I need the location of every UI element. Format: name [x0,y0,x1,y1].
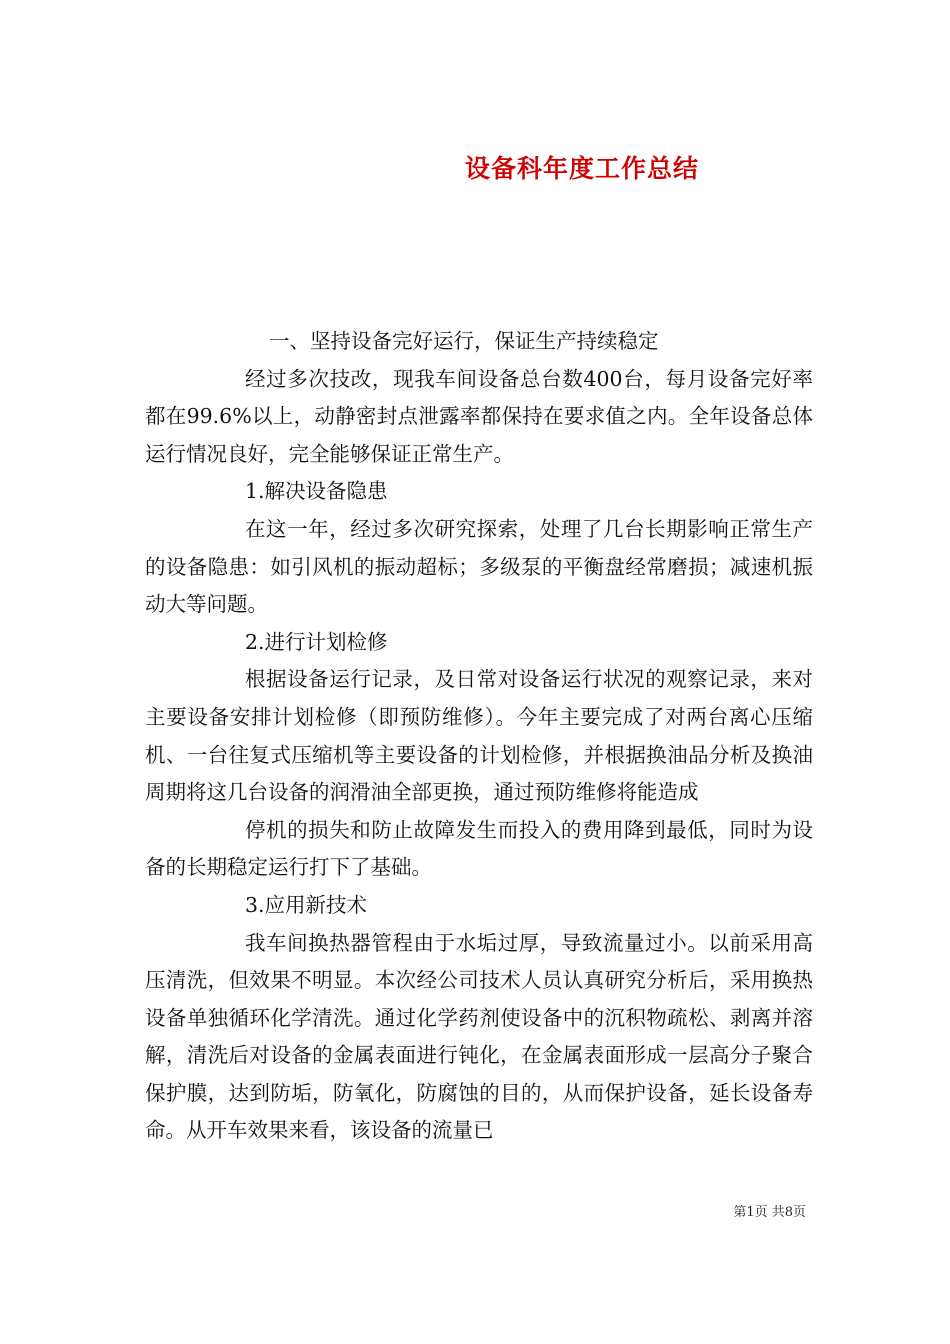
page-number: 第1页 共8页 [733,1205,806,1220]
item-paragraph-2a: 根据设备运行记录，及日常对设备运行状况的观察记录，来对主要设备安排计划检修（即预防维修）。今年主要完成了对两台离心压缩机、一台往复式压缩机等主要设备的计划检修，并根据换油品分析及换油周期将这几台设备的润滑油全部更换，通过预防维修将能造成 [145,667,813,805]
section-heading-1: 一、坚持设备完好运行，保证生产持续稳定 [269,329,659,353]
item-paragraph-2b: 停机的损失和防止故障发生而投入的费用降到最低，同时为设备的长期稳定运行打下了基础。 [145,817,813,880]
document-body [145,323,813,1150]
item-heading-3: 3.应用新技术 [245,892,368,917]
item-paragraph-3: 我车间换热器管程由于水垢过厚，导致流量过小。以前采用高压清洗，但效果不明显。本次经公司技术人员认真研究分析后，采用换热设备单独循环化学清洗。通过化学药剂使设备中的沉积物疏松、剥离并溶解，清洗后对设备的金属表面进行钝化，在金属表面形成一层高分子聚合保护膜，达到防垢，防氧化，防腐蚀的目的，从而保护设备，延长设备寿命。从开车效果来看，该设备的流量已 [145,930,813,1143]
item-heading-2: 2.进行计划检修 [245,629,388,654]
document-title: 设备科年度工作总结 [464,153,699,183]
item-heading-1: 1.解决设备隐患 [245,479,388,504]
item-paragraph-1: 在这一年，经过多次研究探索，处理了几台长期影响正常生产的设备隐患：如引风机的振动超标；多级泵的平衡盘经常磨损；减速机振动大等问题。 [145,516,813,617]
section-paragraph-1: 经过多次技改，现我车间设备总台数400台，每月设备完好率都在99.6%以上，动静密封点泄露率都保持在要求值之内。全年设备总体运行情况良好，完全能够保证正常生产。 [145,366,813,466]
